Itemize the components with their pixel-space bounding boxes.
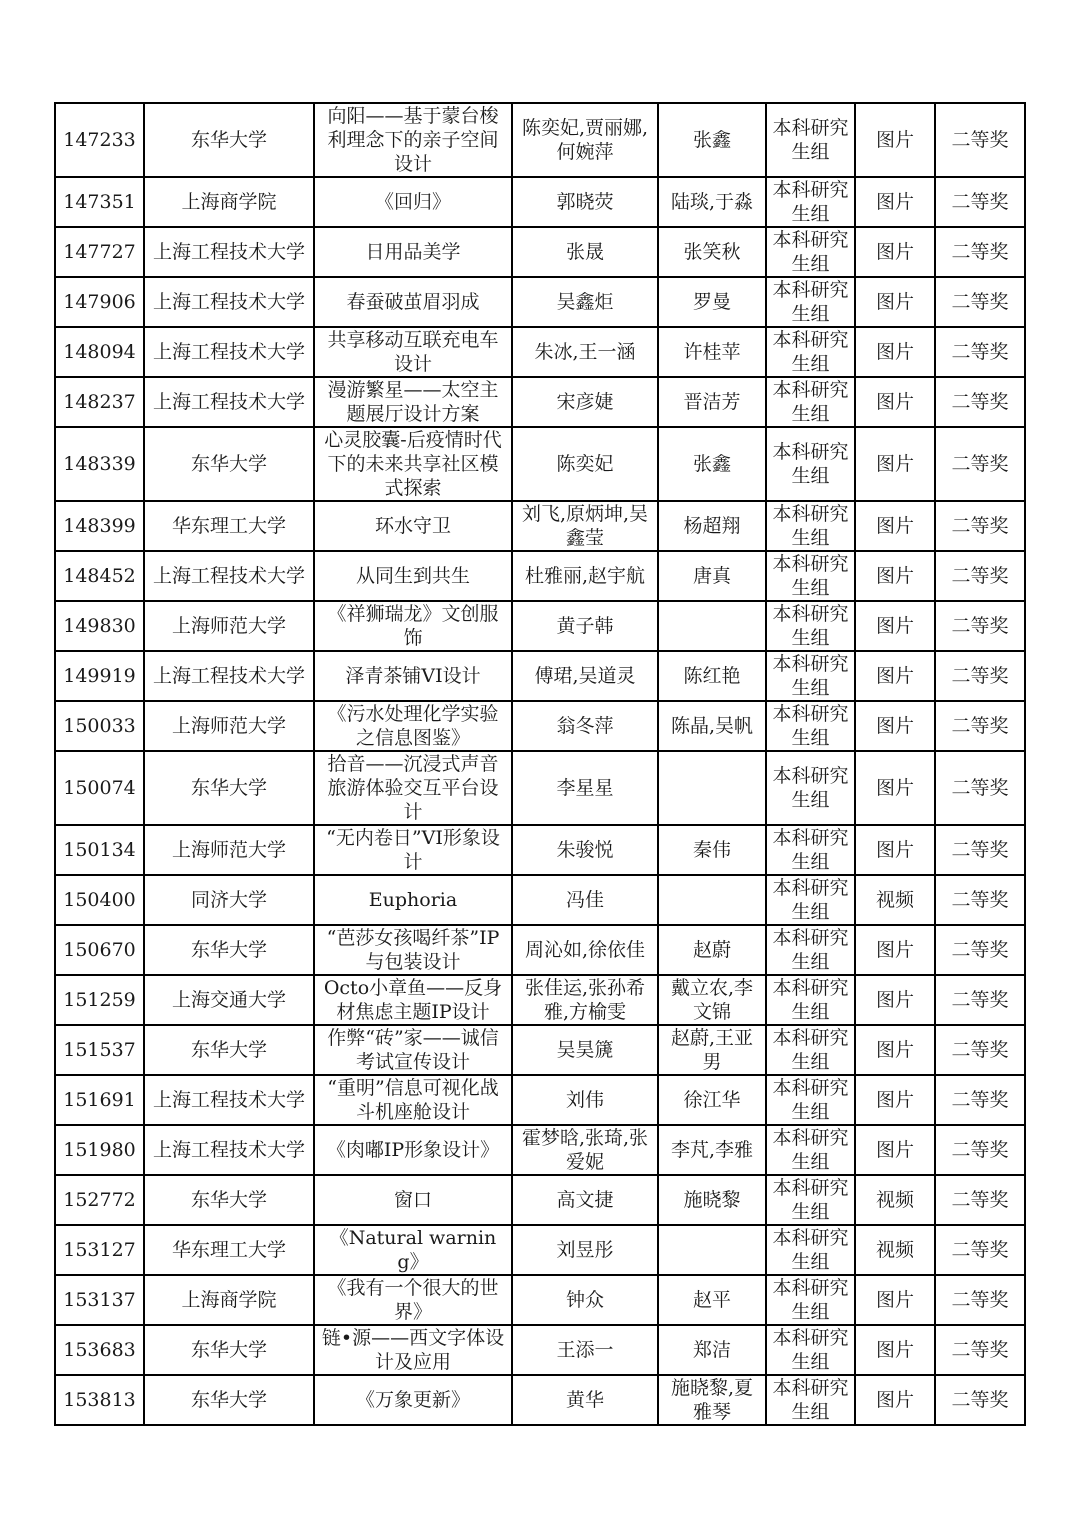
authors-cell: 刘伟 (512, 1075, 658, 1125)
table-row (55, 1125, 1025, 1175)
school-cell: 上海工程技术大学 (144, 1075, 314, 1125)
type-cell: 图片 (855, 651, 935, 701)
table-row (55, 103, 1025, 177)
table-row (55, 177, 1025, 227)
authors-cell: 钟众 (512, 1275, 658, 1325)
entry-id-cell: 153137 (55, 1275, 144, 1325)
table-row (55, 701, 1025, 751)
entry-id-cell: 147351 (55, 177, 144, 227)
advisor-cell: 李芃,李雅 (658, 1125, 766, 1175)
group-cell: 本科研究生组 (766, 377, 855, 427)
authors-cell: 黄子韩 (512, 601, 658, 651)
award-cell: 二等奖 (935, 925, 1025, 975)
award-cell: 二等奖 (935, 377, 1025, 427)
school-cell: 东华大学 (144, 103, 314, 177)
type-cell: 视频 (855, 1175, 935, 1225)
entry-id-cell: 150033 (55, 701, 144, 751)
authors-cell: 吴鑫炬 (512, 277, 658, 327)
table-row (55, 875, 1025, 925)
type-cell: 图片 (855, 975, 935, 1025)
authors-cell: 张晟 (512, 227, 658, 277)
entry-id-cell: 150134 (55, 825, 144, 875)
advisor-cell: 许桂苹 (658, 327, 766, 377)
type-cell: 图片 (855, 751, 935, 825)
type-cell: 图片 (855, 501, 935, 551)
work-title-cell: 《祥狮瑞龙》文创服饰 (314, 601, 512, 651)
authors-cell: 朱冰,王一涵 (512, 327, 658, 377)
work-title-cell: “重明”信息可视化战斗机座舱设计 (314, 1075, 512, 1125)
award-cell: 二等奖 (935, 427, 1025, 501)
group-cell: 本科研究生组 (766, 1225, 855, 1275)
table-row (55, 327, 1025, 377)
award-cell: 二等奖 (935, 277, 1025, 327)
advisor-cell: 陈晶,吴帆 (658, 701, 766, 751)
school-cell: 东华大学 (144, 1375, 314, 1425)
advisor-cell: 郑洁 (658, 1325, 766, 1375)
table-row (55, 277, 1025, 327)
table-row (55, 925, 1025, 975)
advisor-cell: 罗曼 (658, 277, 766, 327)
award-cell: 二等奖 (935, 1225, 1025, 1275)
group-cell: 本科研究生组 (766, 103, 855, 177)
work-title-cell: “无内卷日”VI形象设计 (314, 825, 512, 875)
type-cell: 图片 (855, 551, 935, 601)
group-cell: 本科研究生组 (766, 1325, 855, 1375)
type-cell: 图片 (855, 1075, 935, 1125)
authors-cell: 吴昊篪 (512, 1025, 658, 1075)
table-row (55, 825, 1025, 875)
advisor-cell: 施晓黎 (658, 1175, 766, 1225)
type-cell: 图片 (855, 277, 935, 327)
award-cell: 二等奖 (935, 501, 1025, 551)
authors-cell: 郭晓荧 (512, 177, 658, 227)
work-title-cell: 向阳——基于蒙台梭利理念下的亲子空间设计 (314, 103, 512, 177)
work-title-cell: 《污水处理化学实验之信息图鉴》 (314, 701, 512, 751)
authors-cell: 朱骏悦 (512, 825, 658, 875)
table-row (55, 1375, 1025, 1425)
school-cell: 东华大学 (144, 1175, 314, 1225)
advisor-cell: 戴立农,李文锦 (658, 975, 766, 1025)
school-cell: 上海师范大学 (144, 701, 314, 751)
work-title-cell: 《回归》 (314, 177, 512, 227)
table-row (55, 651, 1025, 701)
work-title-cell: 春蚕破茧眉羽成 (314, 277, 512, 327)
work-title-cell: 作弊“砖”家——诚信考试宣传设计 (314, 1025, 512, 1075)
type-cell: 图片 (855, 701, 935, 751)
group-cell: 本科研究生组 (766, 427, 855, 501)
type-cell: 图片 (855, 601, 935, 651)
type-cell: 图片 (855, 327, 935, 377)
table-row (55, 227, 1025, 277)
work-title-cell: Octo小章鱼——反身材焦虑主题IP设计 (314, 975, 512, 1025)
work-title-cell: 拾音——沉浸式声音旅游体验交互平台设计 (314, 751, 512, 825)
school-cell: 同济大学 (144, 875, 314, 925)
group-cell: 本科研究生组 (766, 1375, 855, 1425)
group-cell: 本科研究生组 (766, 601, 855, 651)
work-title-cell: 漫游繁星——太空主题展厅设计方案 (314, 377, 512, 427)
work-title-cell: 从同生到共生 (314, 551, 512, 601)
table-row (55, 975, 1025, 1025)
award-cell: 二等奖 (935, 1025, 1025, 1075)
award-cell: 二等奖 (935, 1125, 1025, 1175)
work-title-cell: 环水守卫 (314, 501, 512, 551)
entry-id-cell: 147906 (55, 277, 144, 327)
type-cell: 图片 (855, 1125, 935, 1175)
table-row (55, 427, 1025, 501)
entry-id-cell: 151259 (55, 975, 144, 1025)
table-row (55, 1075, 1025, 1125)
table-row (55, 501, 1025, 551)
table-row (55, 377, 1025, 427)
table-row (55, 1025, 1025, 1075)
work-title-cell: 《肉嘟IP形象设计》 (314, 1125, 512, 1175)
school-cell: 上海师范大学 (144, 825, 314, 875)
work-title-cell: 泽青茶铺VI设计 (314, 651, 512, 701)
school-cell: 华东理工大学 (144, 1225, 314, 1275)
authors-cell: 冯佳 (512, 875, 658, 925)
award-cell: 二等奖 (935, 651, 1025, 701)
advisor-cell: 陆琰,于淼 (658, 177, 766, 227)
group-cell: 本科研究生组 (766, 1025, 855, 1075)
school-cell: 东华大学 (144, 925, 314, 975)
work-title-cell: 共享移动互联充电车设计 (314, 327, 512, 377)
group-cell: 本科研究生组 (766, 177, 855, 227)
work-title-cell: 日用品美学 (314, 227, 512, 277)
award-cell: 二等奖 (935, 751, 1025, 825)
advisor-cell: 赵蔚,王亚男 (658, 1025, 766, 1075)
school-cell: 东华大学 (144, 751, 314, 825)
award-cell: 二等奖 (935, 1375, 1025, 1425)
school-cell: 东华大学 (144, 1025, 314, 1075)
type-cell: 图片 (855, 427, 935, 501)
group-cell: 本科研究生组 (766, 875, 855, 925)
type-cell: 视频 (855, 1225, 935, 1275)
table-body (55, 103, 1025, 1425)
work-title-cell: 心灵胶囊-后疫情时代下的未来共享社区模式探索 (314, 427, 512, 501)
entry-id-cell: 153683 (55, 1325, 144, 1375)
entry-id-cell: 153813 (55, 1375, 144, 1425)
work-title-cell: 链•源——西文字体设计及应用 (314, 1325, 512, 1375)
award-cell: 二等奖 (935, 825, 1025, 875)
entry-id-cell: 148452 (55, 551, 144, 601)
work-title-cell: 《Natural warning》 (314, 1225, 512, 1275)
group-cell: 本科研究生组 (766, 651, 855, 701)
work-title-cell: 窗口 (314, 1175, 512, 1225)
entry-id-cell: 147233 (55, 103, 144, 177)
entry-id-cell: 152772 (55, 1175, 144, 1225)
group-cell: 本科研究生组 (766, 975, 855, 1025)
type-cell: 图片 (855, 103, 935, 177)
award-cell: 二等奖 (935, 875, 1025, 925)
school-cell: 上海交通大学 (144, 975, 314, 1025)
authors-cell: 翁冬萍 (512, 701, 658, 751)
award-cell: 二等奖 (935, 1075, 1025, 1125)
award-cell: 二等奖 (935, 177, 1025, 227)
advisor-cell: 晋洁芳 (658, 377, 766, 427)
type-cell: 图片 (855, 1275, 935, 1325)
school-cell: 上海工程技术大学 (144, 377, 314, 427)
award-cell: 二等奖 (935, 1175, 1025, 1225)
type-cell: 图片 (855, 377, 935, 427)
award-cell: 二等奖 (935, 701, 1025, 751)
work-title-cell: Euphoria (314, 875, 512, 925)
table-row (55, 1175, 1025, 1225)
award-cell: 二等奖 (935, 1275, 1025, 1325)
authors-cell: 刘昱彤 (512, 1225, 658, 1275)
school-cell: 上海商学院 (144, 177, 314, 227)
entry-id-cell: 147727 (55, 227, 144, 277)
type-cell: 图片 (855, 925, 935, 975)
authors-cell: 宋彦婕 (512, 377, 658, 427)
school-cell: 上海工程技术大学 (144, 551, 314, 601)
advisor-cell (658, 751, 766, 825)
table-row (55, 551, 1025, 601)
group-cell: 本科研究生组 (766, 551, 855, 601)
table-row (55, 601, 1025, 651)
school-cell: 东华大学 (144, 1325, 314, 1375)
entry-id-cell: 148237 (55, 377, 144, 427)
award-cell: 二等奖 (935, 103, 1025, 177)
school-cell: 上海工程技术大学 (144, 327, 314, 377)
type-cell: 图片 (855, 1025, 935, 1075)
award-cell: 二等奖 (935, 1325, 1025, 1375)
authors-cell: 陈奕妃 (512, 427, 658, 501)
authors-cell: 杜雅丽,赵宇航 (512, 551, 658, 601)
work-title-cell: 《万象更新》 (314, 1375, 512, 1425)
work-title-cell: 《我有一个很大的世界》 (314, 1275, 512, 1325)
school-cell: 上海工程技术大学 (144, 227, 314, 277)
entry-id-cell: 150074 (55, 751, 144, 825)
authors-cell: 刘飞,原炳坤,吴鑫莹 (512, 501, 658, 551)
school-cell: 上海工程技术大学 (144, 277, 314, 327)
advisor-cell: 张鑫 (658, 103, 766, 177)
award-cell: 二等奖 (935, 327, 1025, 377)
authors-cell: 王添一 (512, 1325, 658, 1375)
group-cell: 本科研究生组 (766, 501, 855, 551)
advisor-cell: 徐江华 (658, 1075, 766, 1125)
type-cell: 图片 (855, 227, 935, 277)
school-cell: 华东理工大学 (144, 501, 314, 551)
type-cell: 图片 (855, 1325, 935, 1375)
entry-id-cell: 150670 (55, 925, 144, 975)
entry-id-cell: 151537 (55, 1025, 144, 1075)
authors-cell: 张佳运,张孙希雅,方榆雯 (512, 975, 658, 1025)
table-row (55, 751, 1025, 825)
entry-id-cell: 151980 (55, 1125, 144, 1175)
entry-id-cell: 153127 (55, 1225, 144, 1275)
awards-table (54, 102, 1026, 1426)
group-cell: 本科研究生组 (766, 1125, 855, 1175)
group-cell: 本科研究生组 (766, 825, 855, 875)
table-row (55, 1275, 1025, 1325)
advisor-cell: 陈红艳 (658, 651, 766, 701)
advisor-cell: 赵蔚 (658, 925, 766, 975)
advisor-cell: 张笑秋 (658, 227, 766, 277)
authors-cell: 傅珺,吴道灵 (512, 651, 658, 701)
authors-cell: 周沁如,徐依佳 (512, 925, 658, 975)
authors-cell: 高文捷 (512, 1175, 658, 1225)
award-cell: 二等奖 (935, 601, 1025, 651)
table-row (55, 1225, 1025, 1275)
advisor-cell: 赵平 (658, 1275, 766, 1325)
group-cell: 本科研究生组 (766, 751, 855, 825)
award-cell: 二等奖 (935, 975, 1025, 1025)
entry-id-cell: 149830 (55, 601, 144, 651)
advisor-cell: 施晓黎,夏雅琴 (658, 1375, 766, 1425)
group-cell: 本科研究生组 (766, 701, 855, 751)
advisor-cell: 唐真 (658, 551, 766, 601)
group-cell: 本科研究生组 (766, 227, 855, 277)
authors-cell: 霍梦晗,张琦,张爱妮 (512, 1125, 658, 1175)
type-cell: 图片 (855, 177, 935, 227)
group-cell: 本科研究生组 (766, 277, 855, 327)
table-row (55, 1325, 1025, 1375)
entry-id-cell: 148399 (55, 501, 144, 551)
advisor-cell: 杨超翔 (658, 501, 766, 551)
school-cell: 上海师范大学 (144, 601, 314, 651)
entry-id-cell: 148094 (55, 327, 144, 377)
group-cell: 本科研究生组 (766, 327, 855, 377)
entry-id-cell: 149919 (55, 651, 144, 701)
type-cell: 图片 (855, 825, 935, 875)
group-cell: 本科研究生组 (766, 925, 855, 975)
advisor-cell (658, 875, 766, 925)
advisor-cell: 张鑫 (658, 427, 766, 501)
authors-cell: 李星星 (512, 751, 658, 825)
group-cell: 本科研究生组 (766, 1175, 855, 1225)
work-title-cell: “芭莎女孩喝纤茶”IP与包装设计 (314, 925, 512, 975)
advisor-cell (658, 1225, 766, 1275)
entry-id-cell: 151691 (55, 1075, 144, 1125)
entry-id-cell: 148339 (55, 427, 144, 501)
authors-cell: 黄华 (512, 1375, 658, 1425)
school-cell: 东华大学 (144, 427, 314, 501)
school-cell: 上海工程技术大学 (144, 1125, 314, 1175)
entry-id-cell: 150400 (55, 875, 144, 925)
school-cell: 上海工程技术大学 (144, 651, 314, 701)
school-cell: 上海商学院 (144, 1275, 314, 1325)
type-cell: 图片 (855, 1375, 935, 1425)
award-cell: 二等奖 (935, 227, 1025, 277)
group-cell: 本科研究生组 (766, 1275, 855, 1325)
authors-cell: 陈奕妃,贾丽娜,何婉萍 (512, 103, 658, 177)
group-cell: 本科研究生组 (766, 1075, 855, 1125)
award-cell: 二等奖 (935, 551, 1025, 601)
type-cell: 视频 (855, 875, 935, 925)
advisor-cell: 秦伟 (658, 825, 766, 875)
advisor-cell (658, 601, 766, 651)
